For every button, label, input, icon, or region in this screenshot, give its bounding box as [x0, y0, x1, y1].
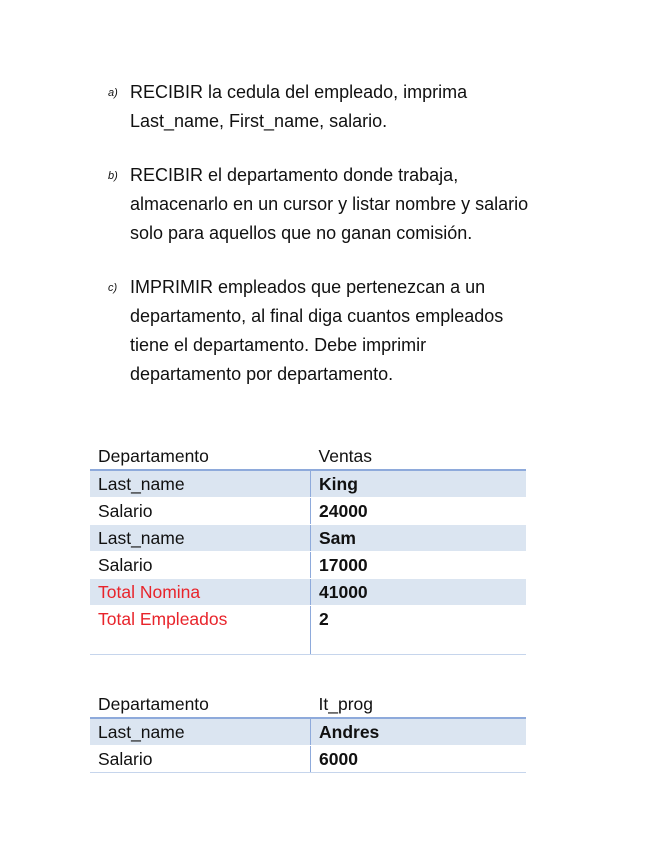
- table-header-row: [90, 691, 526, 718]
- row-value: Andres: [311, 718, 527, 746]
- table-row: [90, 718, 526, 746]
- total-empleados-label: Total Empleados: [90, 606, 311, 655]
- instruction-line: departamento por departamento.: [130, 364, 394, 384]
- row-value: 17000: [311, 552, 527, 579]
- row-label: Salario: [90, 552, 311, 579]
- instruction-line: tiene el departamento. Debe imprimir: [130, 335, 427, 355]
- instruction-a: [108, 78, 578, 136]
- instruction-marker: b): [108, 170, 118, 182]
- table-row-total-nomina: [90, 579, 526, 606]
- instruction-line: RECIBIR la cedula del empleado, imprima: [130, 82, 468, 102]
- instruction-line: RECIBIR el departamento donde trabaja,: [130, 165, 459, 185]
- total-nomina-value: 41000: [311, 579, 527, 606]
- instruction-marker: a): [108, 87, 118, 99]
- total-nomina-label: Total Nomina: [90, 579, 311, 606]
- row-label: Salario: [90, 498, 311, 525]
- row-value: 24000: [311, 498, 527, 525]
- row-value: 6000: [311, 746, 527, 773]
- row-value: Sam: [311, 525, 527, 552]
- instruction-line: Last_name, First_name, salario.: [130, 111, 388, 131]
- instruction-line: solo para aquellos que no ganan comisión.: [130, 223, 473, 243]
- instruction-line: departamento, al final diga cuantos empleados: [130, 306, 504, 326]
- department-table-ventas: [90, 443, 526, 655]
- instruction-c: [108, 273, 578, 389]
- header-value: It_prog: [311, 691, 527, 718]
- header-label: Departamento: [90, 443, 311, 470]
- instruction-line: IMPRIMIR empleados que pertenezcan a un: [130, 277, 486, 297]
- row-value: King: [311, 470, 527, 498]
- instruction-line: almacenarlo en un cursor y listar nombre y salario: [130, 194, 529, 214]
- table-row: [90, 470, 526, 498]
- header-value: Ventas: [311, 443, 527, 470]
- row-label: Last_name: [90, 470, 311, 498]
- total-empleados-value: 2: [311, 606, 527, 655]
- table-row: [90, 552, 526, 579]
- header-label: Departamento: [90, 691, 311, 718]
- table-row: [90, 746, 526, 773]
- table-row: [90, 498, 526, 525]
- row-label: Last_name: [90, 718, 311, 746]
- row-label: Last_name: [90, 525, 311, 552]
- department-table-it-prog: [90, 691, 526, 773]
- instruction-list: [108, 78, 578, 414]
- table-row: [90, 525, 526, 552]
- table-header-row: [90, 443, 526, 470]
- instruction-marker: c): [108, 282, 118, 294]
- instruction-b: [108, 161, 578, 248]
- row-label: Salario: [90, 746, 311, 773]
- table-row-total-empleados: [90, 606, 526, 655]
